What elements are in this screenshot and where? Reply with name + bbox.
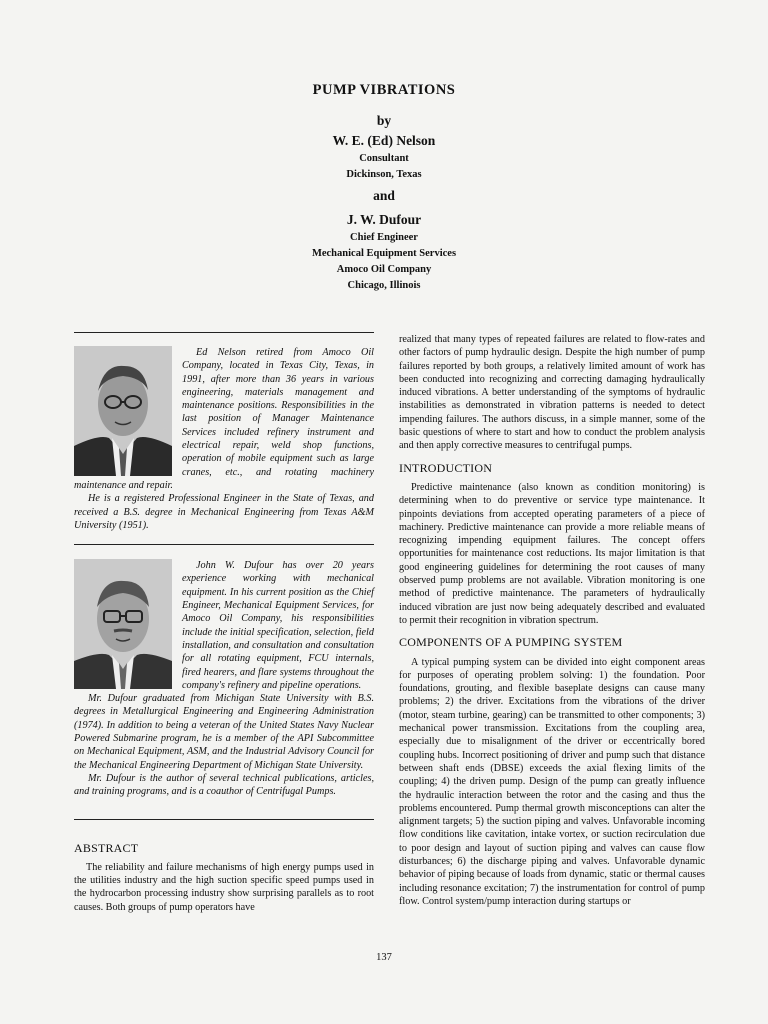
author-1-name: W. E. (Ed) Nelson xyxy=(332,133,436,148)
author-2-company: Amoco Oil Company xyxy=(336,264,432,275)
author-2-bio-text-2: Mr. Dufour graduated from Michigan State University with B.S. degrees in Metallurgical Engineering and Engineering Administration (1974). In addition to being a veteran of the United States Navy Nuclear Powered Submarine program, he is a member of the API Subcommittee on Mechanical Equipment, ASM, and the Industrial Advisory Council for the Mechanical Engineering Department of Michigan State University. xyxy=(74,693,374,771)
author-2-name: J. W. Dufour xyxy=(346,212,422,227)
author-1-role: Consultant xyxy=(359,153,409,164)
author-2-bio-text-3: Mr. Dufour is the author of several technical publications, articles, and training programs, and is a coauthor of Centrifugal Pumps. xyxy=(74,772,374,798)
author-2-location: Chicago, Illinois xyxy=(347,280,421,291)
author-1-bio-text-2: He is a registered Professional Engineer in the State of Texas, and received a B.S. degree in Mechanical Engineering from Texas A&M University (1951). xyxy=(74,493,374,531)
author-2-dept: Mechanical Equipment Services xyxy=(311,248,457,259)
introduction-heading: INTRODUCTION xyxy=(399,460,493,475)
author-1-photo xyxy=(74,346,172,476)
paper-header xyxy=(0,82,768,296)
divider-middle xyxy=(74,544,374,545)
author-2-bio-text: John W. Dufour has over 20 years experience working with mechanical equipment. In his current position as the Chief Engineer, Mechanical Equipment Services, for Amoco Oil Company, his responsibilities include the initial specification, selection, field installation, and consultation and consultation for all rotating equipment, FCU internals, fired hearers, and flare systems throughout the company's refinery and pipeline operations. xyxy=(182,560,374,691)
author-1-bio-text: Ed Nelson retired from Amoco Oil Company, located in Texas City, Texas, in 1991, after more than 36 years in various engineering, materials management and maintenance positions. Responsibilities in the last position of Manager Maintenance Services included refinery instrument and electrical repair, weld shop functions, operation of mobile equipment such as large cranes, etc., and rotating machinery maintenance and repair. xyxy=(74,347,374,491)
paper-title: PUMP VIBRATIONS xyxy=(312,82,456,98)
right-column xyxy=(399,333,705,908)
abstract-heading: ABSTRACT xyxy=(74,840,139,855)
author-1-bio xyxy=(74,346,374,532)
abstract-text: The reliability and failure mechanisms of high energy pumps used in the utilities industry and the high suction specific speed pumps used in the hydrocarbon processing industry show surprising parallels as to root causes. Both groups of pump operators have xyxy=(74,861,374,913)
divider-bottom xyxy=(74,819,374,820)
author-2-role: Chief Engineer xyxy=(350,232,418,243)
introduction-text: Predictive maintenance (also known as condition monitoring) is determining when to do preventive or service type maintenance. It pinpoints deviations from accepted operating parameters of a piece of machinery. Predictive maintenance can provide a more reliable means of recognizing impending equipment failures. The concept offers opportunities for maintenance cost reductions. Its major limitation is that good engineering guidelines for determining the root causes of many observed pump problems are not available. Vibration monitoring is one method of predictive maintenance. The parameters of hydraulically induced vibration are just now being adequately described and evaluated to permit their recognition in vibration spectrum. xyxy=(399,481,705,626)
author-2-photo xyxy=(74,559,172,689)
by-line: by xyxy=(376,113,392,128)
divider-top xyxy=(74,332,374,333)
author-1-location: Dickinson, Texas xyxy=(346,169,422,180)
components-text: A typical pumping system can be divided into eight component areas for purposes of operating problem solving: 1) the foundation. Poor foundations, grouting, and flexible baseplate designs can cause many problems; 2) the driver. Excitations from the vibrations of the driver (motor, steam turbine, gearing) can be transmitted to other components; 3) mechanical power transmission. Excitations from the coupling area, especially due to misalignment of the driver or eccentrically bored coupling hubs. Incorrect positioning of driver and pump such that distance between shaft ends (DBSE) exceeds the axial flexing limits of the coupling; 4) the driven pump. Design of the pump can greatly influence the hydraulic interaction between the rotor and the casing and thus the problems encountered. Pump thermal growth misconceptions can alter the alignment targets; 5) the suction piping and valves. Unfavorable incoming flow conditions like cavitation, intake vortex, or suction recirculation due to poor design and layout of suction piping and valves can cause flow disturbances; 6) the discharge piping and valves. Unfavorable dynamic behavior of piping because of loads from dynamic, static or thermal causes including resonance excitation; 7) the instrumentation for control of pump flow. Control system/pump interaction during startups or xyxy=(399,656,705,907)
author-2-bio xyxy=(74,559,374,798)
left-column xyxy=(74,332,374,914)
components-heading: COMPONENTS OF A PUMPING SYSTEM xyxy=(399,635,623,650)
abstract-section xyxy=(74,842,374,914)
page-number: 137 xyxy=(376,952,392,963)
abstract-continuation: realized that many types of repeated failures are related to flow-rates and other factors of pump hydraulic design. Despite the high number of pump failures reported by both groups, a relatively limited amount of work has been conducted into recognizing and correcting damaging hydraulically induced vibrations. A better understanding of the symptoms of hydraulic instabilities as demonstrated in vibration patterns is needed to detect impending failures. The authors discuss, in a simple manner, some of the basic questions of where to start and how to conduct the problem analysis and then apply corrective measures to centrifugal pumps. xyxy=(399,334,705,452)
and-line: and xyxy=(373,188,395,203)
